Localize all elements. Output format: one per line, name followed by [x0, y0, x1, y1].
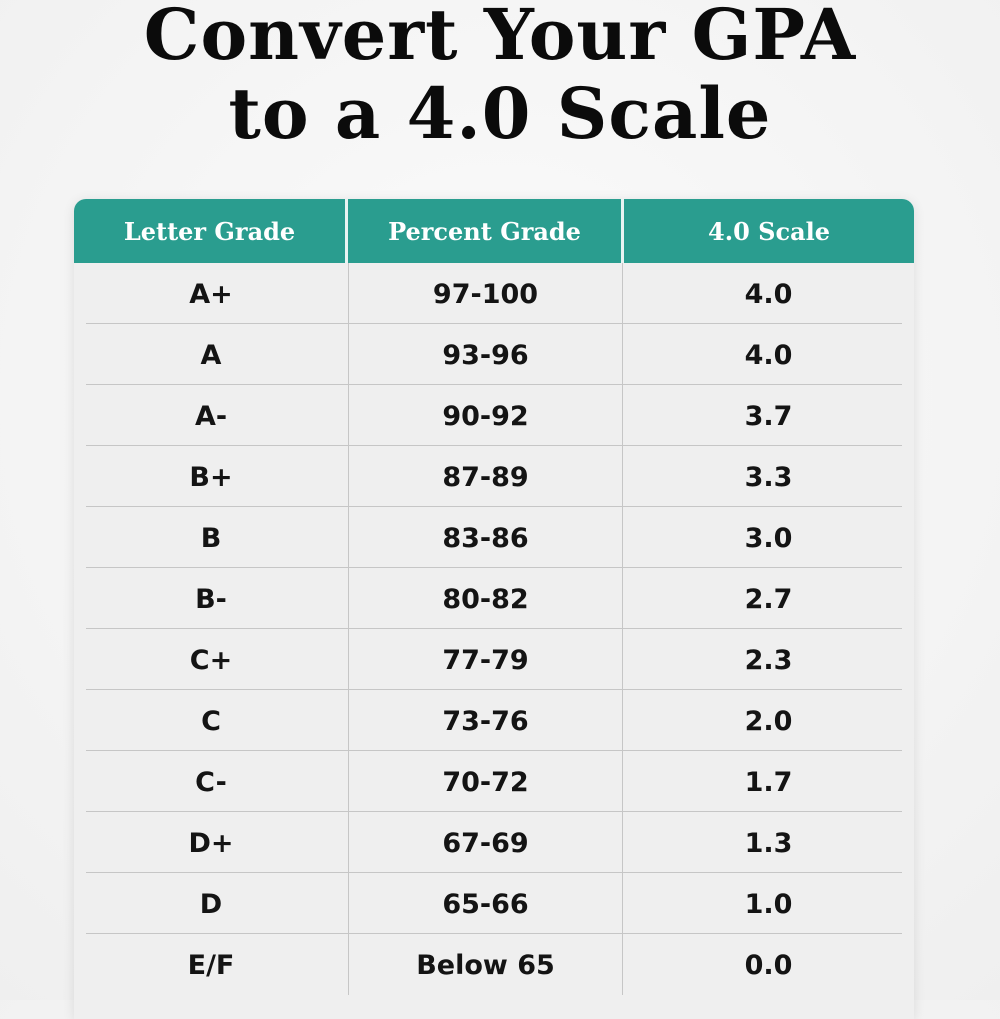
- cell-4-scale: 4.0: [744, 279, 793, 310]
- cell-4-scale: 0.0: [744, 950, 793, 981]
- table-row: [74, 690, 914, 751]
- cell-percent-grade: 90-92: [349, 385, 623, 446]
- cell-letter-grade: E/F: [74, 934, 349, 995]
- table-header: [74, 199, 914, 263]
- table-row: [74, 751, 914, 812]
- cell-4-scale: 1.0: [744, 889, 793, 920]
- cell-percent-grade: 87-89: [349, 446, 623, 507]
- cell-percent-grade: 65-66: [349, 873, 623, 934]
- cell-4-scale: 2.3: [744, 645, 793, 676]
- table-row: [74, 446, 914, 507]
- title-line-1: Convert Your GPA: [143, 0, 857, 76]
- gpa-conversion-table: [74, 199, 914, 1019]
- cell-letter-grade: A-: [74, 385, 349, 446]
- cell-letter-grade: A: [74, 324, 349, 385]
- cell-percent-grade: 77-79: [349, 629, 623, 690]
- cell-percent-grade: 80-82: [349, 568, 623, 629]
- cell-4-scale: 1.7: [744, 767, 793, 798]
- cell-letter-grade: C-: [74, 751, 349, 812]
- cell-letter-grade: C: [74, 690, 349, 751]
- table-row: [74, 812, 914, 873]
- cell-letter-grade: D: [74, 873, 349, 934]
- cell-letter-grade: B+: [74, 446, 349, 507]
- cell-letter-grade: B: [74, 507, 349, 568]
- cell-4-scale: 2.0: [744, 706, 793, 737]
- table-row: [74, 324, 914, 385]
- cell-percent-grade: Below 65: [349, 934, 623, 995]
- cell-4-scale: 2.7: [744, 584, 793, 615]
- header-percent-grade: Percent Grade: [348, 199, 624, 263]
- cell-4-scale: 4.0: [744, 340, 793, 371]
- cell-4-scale: 1.3: [744, 828, 793, 859]
- cell-letter-grade: A+: [74, 263, 349, 324]
- cell-percent-grade: 67-69: [349, 812, 623, 873]
- title-line-2: to a 4.0 Scale: [228, 72, 772, 155]
- cell-letter-grade: C+: [74, 629, 349, 690]
- header-4-scale: 4.0 Scale: [708, 217, 831, 246]
- cell-percent-grade: 83-86: [349, 507, 623, 568]
- header-letter-grade: Letter Grade: [74, 199, 348, 263]
- table-row: [74, 873, 914, 934]
- cell-percent-grade: 93-96: [349, 324, 623, 385]
- cell-4-scale: 3.0: [744, 523, 793, 554]
- cell-percent-grade: 70-72: [349, 751, 623, 812]
- cell-4-scale: 3.3: [744, 462, 793, 493]
- table-row: [74, 629, 914, 690]
- cell-percent-grade: 73-76: [349, 690, 623, 751]
- cell-percent-grade: 97-100: [349, 263, 623, 324]
- table-body: [74, 263, 914, 995]
- table-row: [74, 934, 914, 995]
- cell-4-scale: 3.7: [744, 401, 793, 432]
- table-row: [74, 507, 914, 568]
- cell-letter-grade: D+: [74, 812, 349, 873]
- table-row: [74, 385, 914, 446]
- table-row: [74, 263, 914, 324]
- cell-letter-grade: B-: [74, 568, 349, 629]
- table-row: [74, 568, 914, 629]
